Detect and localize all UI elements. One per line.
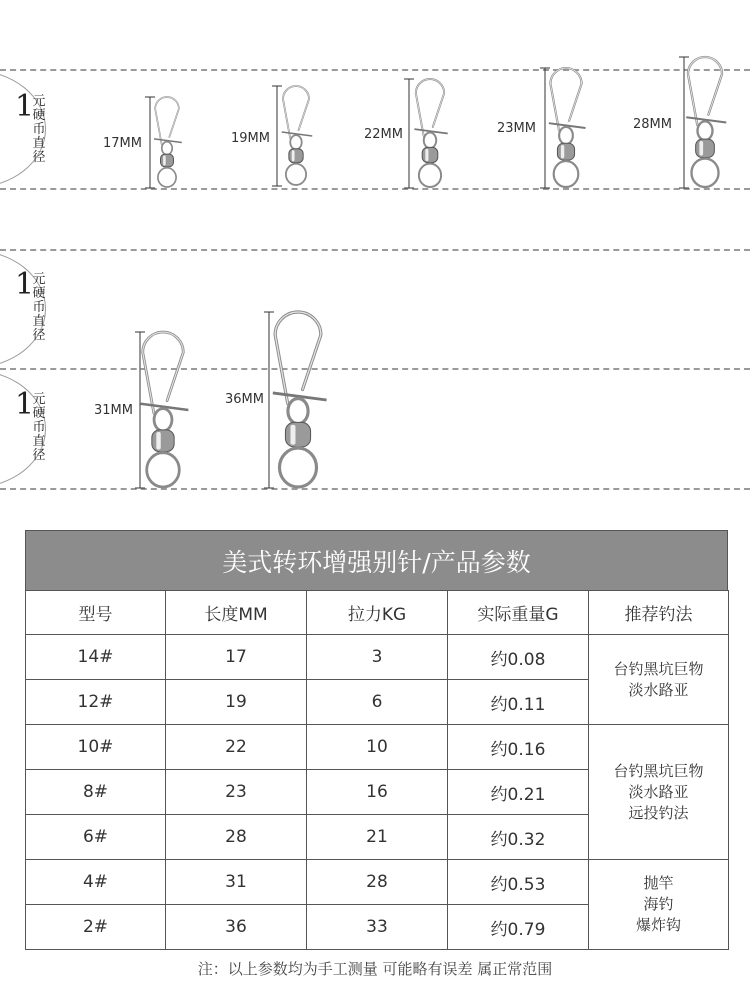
- recommend-line: 爆炸钩: [635, 916, 681, 934]
- swivel-eye: [279, 448, 316, 487]
- table-row: [26, 860, 729, 905]
- swivel-eye: [147, 453, 180, 487]
- cell-weight: 约0.11: [448, 680, 589, 725]
- swivel-eye: [419, 164, 441, 187]
- coin-number: 1: [15, 89, 35, 124]
- spec-grid: [25, 590, 729, 950]
- cell-weight: 约0.16: [448, 725, 589, 770]
- cell-weight: 约0.32: [448, 815, 589, 860]
- cell-recommend: [589, 635, 729, 725]
- recommend-line: 海钓: [643, 895, 674, 913]
- cell-length: 17: [166, 635, 307, 680]
- snap-wire: [688, 57, 722, 125]
- swivel-eye: [286, 164, 306, 185]
- swivel-barrel-highlight: [290, 425, 295, 445]
- swivel-eye: [691, 159, 718, 187]
- cell-weight: 约0.79: [448, 905, 589, 950]
- cell-model: 12#: [26, 680, 166, 725]
- swivel-ring: [290, 135, 301, 149]
- swivel-barrel: [422, 147, 438, 162]
- cell-weight: 约0.21: [448, 770, 589, 815]
- coin-text: 元硬币直径: [32, 94, 46, 165]
- coin-number: 1: [15, 387, 35, 422]
- table-row: [26, 635, 729, 680]
- length-label: 28MM: [633, 117, 672, 132]
- length-label: 17MM: [103, 136, 142, 151]
- recommend-line: 淡水路亚: [628, 782, 689, 801]
- snap-wire: [416, 79, 444, 136]
- swivel-ring: [162, 142, 172, 155]
- swivel-eye: [158, 168, 176, 187]
- cell-force: 6: [307, 680, 448, 725]
- swivel-ring: [288, 398, 308, 423]
- length-label: 19MM: [231, 131, 270, 146]
- swivel-ring: [424, 133, 436, 149]
- swivel-barrel: [289, 149, 303, 163]
- snap-wire: [155, 97, 179, 144]
- cell-model: 10#: [26, 725, 166, 770]
- cell-recommend: [589, 725, 729, 860]
- cell-length: 28: [166, 815, 307, 860]
- table-title: 美式转环增强别针/产品参数: [25, 530, 728, 590]
- cell-force: 28: [307, 860, 448, 905]
- recommend-line: 淡水路亚: [628, 680, 689, 699]
- swivel-ring: [698, 121, 713, 140]
- cell-weight: 约0.53: [448, 860, 589, 905]
- header-model: 型号: [26, 591, 166, 635]
- cell-model: 4#: [26, 860, 166, 905]
- snap-wire: [143, 332, 184, 413]
- swivel-barrel-highlight: [292, 150, 295, 161]
- snap-wire: [550, 68, 581, 130]
- recommend-line: 台钓黑坑巨物: [613, 659, 704, 678]
- cell-model: 14#: [26, 635, 166, 680]
- swivel-barrel-highlight: [156, 432, 160, 449]
- cell-length: 36: [166, 905, 307, 950]
- cell-model: 8#: [26, 770, 166, 815]
- swivel-barrel: [160, 154, 173, 167]
- cell-length: 23: [166, 770, 307, 815]
- cell-force: 10: [307, 725, 448, 770]
- snap-wire: [283, 86, 309, 138]
- footnote: 注：以上参数均为手工测量 可能略有误差 属正常范围: [197, 960, 553, 978]
- recommend-line: 台钓黑坑巨物: [613, 761, 704, 780]
- cell-length: 22: [166, 725, 307, 770]
- cell-force: 3: [307, 635, 448, 680]
- spec-table: [25, 530, 728, 950]
- coin-number: 1: [15, 267, 35, 302]
- header-length: 长度MM: [166, 591, 307, 635]
- swivel-barrel-highlight: [425, 149, 428, 161]
- recommend-line: 远投钓法: [628, 803, 689, 822]
- coin-text: 元硬币直径: [32, 272, 46, 343]
- cell-weight: 约0.08: [448, 635, 589, 680]
- cell-model: 2#: [26, 905, 166, 950]
- header-row: [26, 591, 729, 635]
- cell-length: 19: [166, 680, 307, 725]
- cell-force: 16: [307, 770, 448, 815]
- recommend-line: 抛竿: [643, 874, 674, 892]
- swivel-barrel-highlight: [699, 141, 703, 156]
- coin-text: 元硬币直径: [32, 392, 46, 463]
- swivel-barrel-highlight: [561, 145, 564, 158]
- header-weight: 实际重量G: [448, 591, 589, 635]
- swivel-barrel: [285, 422, 310, 447]
- snap-wire: [275, 312, 321, 404]
- header-force: 拉力KG: [307, 591, 448, 635]
- length-label: 23MM: [497, 121, 536, 136]
- swivel-barrel-highlight: [163, 155, 166, 165]
- cell-force: 33: [307, 905, 448, 950]
- length-label: 22MM: [364, 127, 403, 142]
- cell-recommend: [589, 860, 729, 950]
- table-row: [26, 725, 729, 770]
- swivel-barrel: [557, 143, 574, 160]
- swivel-ring: [559, 127, 573, 144]
- cell-model: 6#: [26, 815, 166, 860]
- length-label: 36MM: [225, 392, 264, 407]
- cell-length: 31: [166, 860, 307, 905]
- swivel-barrel: [152, 430, 174, 452]
- header-recommend: 推荐钓法: [589, 591, 729, 635]
- swivel-barrel: [696, 139, 715, 157]
- cell-force: 21: [307, 815, 448, 860]
- length-label: 31MM: [94, 403, 133, 418]
- swivel-ring: [154, 409, 172, 431]
- swivel-eye: [554, 161, 579, 187]
